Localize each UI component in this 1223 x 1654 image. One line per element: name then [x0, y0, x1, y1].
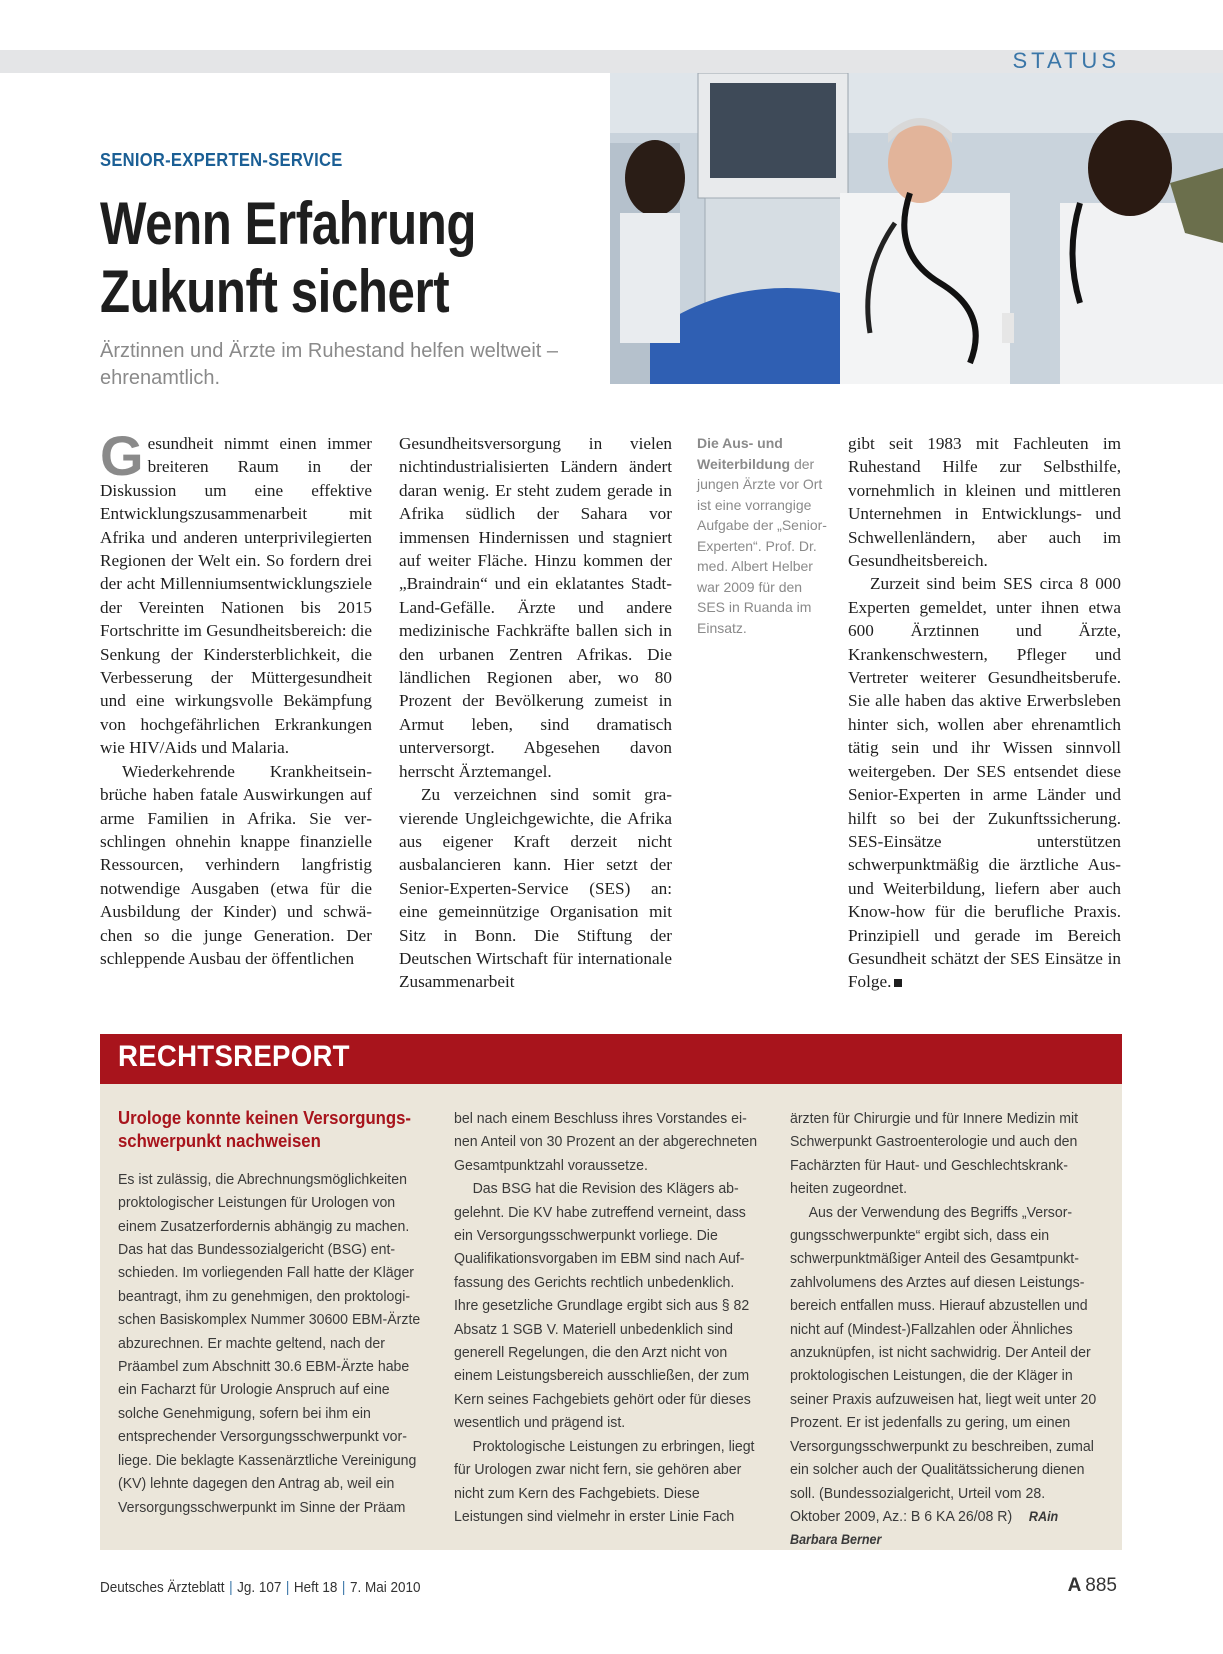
rechtsreport-author: RAin Barbara Berner: [790, 1508, 1059, 1548]
end-mark-icon: [894, 979, 902, 987]
paragraph-text: esundheit nimmt einen immer breiteren Raum in der Diskussion um eine effektive Entwicklungszusammenarbeit mit Afrika und anderen unterprivilegierten Regionen der Welt ein. So fordern drei der acht Millenniumsentwicklungsziele der Vereinten Nationen bis 2015 Fortschritte im Gesundheitsbereich: die Senkung der Kindersterblichkeit, die Verbesserung der Müttergesundheit und eine wirkungsvolle Bekämpfung von hochgefährlichen Erkrankungen wie HIV/Aids und Malaria.: [100, 434, 372, 758]
footer-separator: |: [341, 1579, 346, 1596]
caption-lead: Die Aus- und Weiterbildung: [697, 435, 791, 472]
footer: [100, 1579, 420, 1596]
article-paragraph: [100, 424, 372, 760]
paragraph-text: Aus der Verwendung des Begriffs „Versorgungsschwerpunkte“ ergibt sich, dass ein schwerpunktmäßiger Anteil des Gesamtpunktzahlvolumens des Arztes auf diesen Leistungsbereich entfallen muss. Hierauf abzustellen und nicht auf (Mindest-)Fallzahlen oder Ähnliches anzuknüpfen, ist nicht sachwidrig. Der Anteil der proktologischen Leistungen, die der Kläger in seiner Praxis aufzuweisen hat, liegt weit unter 20 Prozent. Er ist jedenfalls zu gering, um einen Versorgungsschwerpunkt zu beschreiben, zumal ein solcher auch der Qualitätssicherung dienen soll. (Bundessozialgericht, Urteil vom 28. Oktober 2009, Az.: B 6 KA 26/08 R): [790, 1203, 1097, 1525]
kicker: SENIOR-EXPERTEN-SERVICE: [100, 150, 343, 170]
headline: [100, 190, 494, 326]
article-paragraph: Wiederkehrende Krankheitseinbrüche haben fatale Auswirkungen auf arme Familien in Afrika. Sie verschlingen ohnehin knappe finanzielle Ressourcen, verhindern langfristig notwendige Ausgaben (etwa für die Ausbildung der Kinder) und schwächen so die junge Generation. Der schleppende Ausbau der öffentlichen: [100, 761, 372, 968]
rechtsreport-paragraph: Das BSG hat die Revision des Klägers abgelehnt. Die KV habe zutreffend verneint, dass ein Versorgungsschwerpunkt vorliege. Die Qualifikationsvorgaben im EBM sind nach Auffassung des Gerichts rechtlich unbedenklich. Ihre gesetzliche Grundlage ergibt sich aus § 82 Absatz 1 SGB V. Materiell unbedenklich sind generell Regelungen, die den Arzt nicht von einem Leistungsbereich ausschließen, der zum Kern seines Fachgebiets gehört oder für dieses wesentlich und prägend ist.: [454, 1180, 751, 1432]
rechtsreport-column-2: [454, 1107, 761, 1528]
article-photo: [610, 73, 1223, 384]
headline-line-1: Wenn Erfahrung: [100, 190, 477, 257]
article-paragraph: gibt seit 1983 mit Fachleuten im Ruhestand Hilfe zur Selbsthilfe, vornehmlich in kleinen und mittleren Unternehmen in Entwicklungs- und Schwellenländern, aber auch im Gesundheitsbereich.: [848, 434, 1121, 571]
rechtsreport-subheadline: Urologe konnte keinen Versorgungsschwerpunkt nachweisen: [118, 1108, 412, 1152]
photo-illustration: [610, 73, 1223, 384]
rechtsreport-paragraph: Es ist zulässig, die Abrechnungsmöglichkeiten proktologischer Leistungen für Urologen von einem Zusatzerfordernis abhängig zu machen. Das hat das Bundessozialgericht (BSG) entschieden. Im vorliegenden Fall hatte der Kläger beantragt, ihm zu genehmigen, den proktologischen Basiskomplex Nummer 30600 EBM-Ärzte abzurechnen. Er machte geltend, nach der Präambel zum Abschnitt 30.6 EBM-Ärzte habe ein Facharzt für Urologie Anspruch auf eine solche Genehmigung, sofern bei ihm ein entsprechender Versorgungsschwerpunkt vorliege. Die beklagte Kassenärztliche Vereinigung (KV) lehnte dagegen den Antrag ab, weil ein Versorgungsschwerpunkt im Sinne der Präam: [118, 1170, 421, 1516]
article-column-1: [100, 424, 372, 970]
footer-separator: |: [285, 1579, 290, 1596]
footer-issue: Heft 18: [293, 1579, 338, 1596]
caption-text: der jungen Ärzte vor Ort ist eine vorrangige Aufgabe der „Senior-Experten“. Prof. Dr. med. Albert Helber war 2009 für den SES in Ruanda im Einsatz.: [697, 455, 827, 636]
rechtsreport-paragraph: ärzten für Chirurgie und für Innere Medizin mit Schwerpunkt Gastroenterologie und auch den Fachärzten für Haut- und Geschlechtskrankheiten zugeordnet.: [790, 1110, 1079, 1198]
photo-caption: [697, 433, 827, 638]
page-number-value: 885: [1085, 1575, 1117, 1596]
rechtsreport-paragraph: Proktologische Leistungen zu erbringen, liegt für Urologen zwar nicht fern, sie gehören aber nicht zum Kern des Fachgebiets. Diese Leistungen sind vielmehr in erster Linie Fach: [454, 1437, 755, 1525]
rechtsreport-column-3: [790, 1107, 1097, 1552]
subheadline: Ärztinnen und Ärzte im Ruhestand helfen weltweit – ehrenamtlich.: [100, 340, 559, 389]
footer-date: 7. Mai 2010: [349, 1579, 421, 1596]
page-prefix: A: [1067, 1575, 1082, 1596]
drop-cap: G: [100, 424, 144, 487]
footer-publication: Deutsches Ärzteblatt: [100, 1579, 225, 1596]
footer-volume: Jg. 107: [237, 1579, 282, 1596]
rechtsreport-paragraph: [790, 1201, 1097, 1552]
article-paragraph: Zu verzeichnen sind somit gravierende Ungleichgewichte, die Afrika aus eigener Kraft derzeit nicht ausbalancieren kann. Hier setzt der Senior-Experten-Service (SES) an: eine gemeinnützige Organisation mit Sitz in Bonn. Die Stiftung der Deutschen Wirtschaft für internationale Zusammenarbeit: [399, 785, 672, 992]
paragraph-text: Zurzeit sind beim SES circa 8 000 Experten gemeldet, unter ihnen etwa 600 Ärztinnen und Ärzte, Krankenschwestern, Pfleger und Vertreter weiterer Gesundheitsberufe. Sie alle haben das aktive Erwerbsleben hinter sich, wollen aber ehrenamtlich tätig sein und ihr Wissen sinnvoll weitergeben. Der SES entsendet diese Senior-Experten in arme Länder und hilft so bei der Zukunftssicherung. SES-Einsätze unterstützen schwerpunktmäßig die ärztliche Aus- und Weiterbildung, liefern aber auch Know-how für die berufliche Praxis. Prinzipiell und gerade im Bereich Gesundheit schätzt der SES Einsätze in Folge.: [848, 574, 1121, 992]
rechtsreport-column-1: [118, 1107, 425, 1519]
footer-separator: |: [229, 1579, 233, 1596]
section-label: STATUS: [1012, 48, 1120, 73]
page-number: [1068, 1575, 1117, 1597]
headline-line-2: Zukunft sichert: [100, 258, 450, 325]
article-paragraph: [848, 572, 1121, 993]
rechtsreport-paragraph: bel nach einem Beschluss ihres Vorstandes einen Anteil von 30 Prozent an der abgerechneten Gesamtpunktzahl voraussetze.: [454, 1110, 758, 1174]
article-paragraph: Gesundheitsversorgung in vielen nichtindustrialisierten Ländern ändert daran wenig. Er steht zudem gerade in Afrika südlich der Sahara vor immensen Hindernissen und stagniert auf weiter Fläche. Hinzu kommen der „Braindrain“ und ein eklatantes Stadt-Land-Gefälle. Ärzte und andere medizinische Fachkräfte ballen sich in den urbanen Zentren Afrikas. Die ländlichen Regionen aber, wo 80 Prozent der Bevölkerung zumeist in Armut leben, sind dramatisch unterversorgt. Abgesehen davon herrscht Ärztemangel.: [399, 434, 672, 781]
article-column-3: [848, 432, 1121, 994]
article-column-2: [399, 432, 672, 994]
rechtsreport-title: RECHTSREPORT: [118, 1040, 350, 1073]
